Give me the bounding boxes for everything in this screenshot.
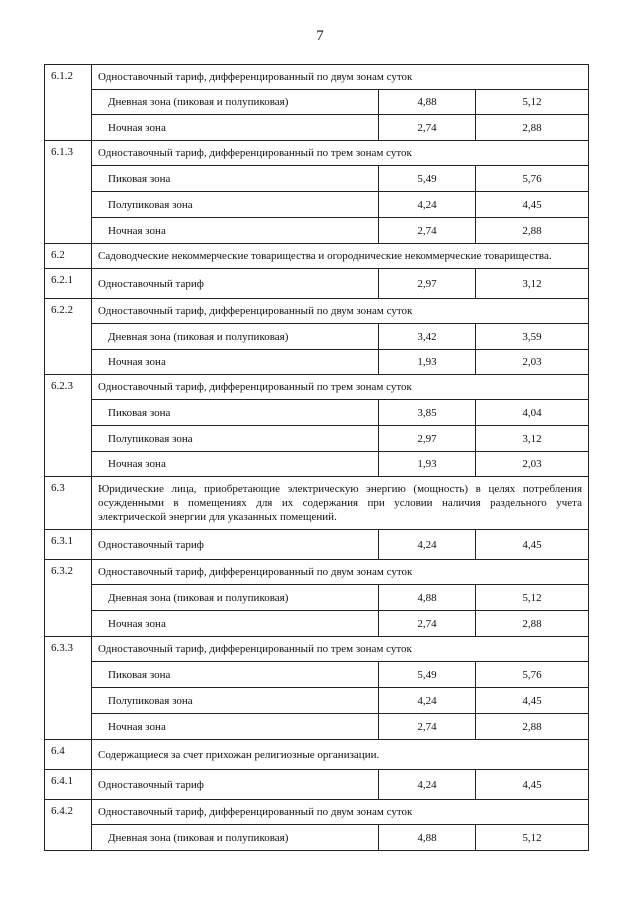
- row-heading: Одноставочный тариф, дифференцированный по двум зонам суток: [92, 65, 589, 90]
- row-code: 6.1.3: [45, 141, 92, 244]
- row-label: Ночная зона: [92, 611, 379, 637]
- value-1: 4,88: [379, 825, 476, 851]
- row-label: Полупиковая зона: [92, 192, 379, 218]
- row-heading: Одноставочный тариф, дифференцированный по трем зонам суток: [92, 375, 589, 400]
- row-label: Дневная зона (пиковая и полупиковая): [92, 585, 379, 611]
- row-label: Одноставочный тариф: [92, 269, 379, 299]
- value-2: 5,76: [476, 166, 589, 192]
- row-heading: Садоводческие некоммерческие товарищества и огороднические некоммерческие товарищества.: [92, 244, 589, 269]
- row-code: 6.2.1: [45, 269, 92, 299]
- value-2: 5,12: [476, 825, 589, 851]
- row-label: Полупиковая зона: [92, 426, 379, 452]
- table-row: [45, 714, 589, 740]
- table-row: [45, 115, 589, 141]
- value-1: 1,93: [379, 452, 476, 477]
- table-row: [45, 400, 589, 426]
- table-row: [45, 269, 589, 299]
- row-heading: Юридические лица, приобретающие электрическую энергию (мощность) в целях потребления осужденными в помещениях для их содержания при условии наличия раздельного учета электрической энергии для указанных помещений.: [92, 477, 589, 530]
- value-2: 2,03: [476, 350, 589, 375]
- table-row: [45, 218, 589, 244]
- row-label: Одноставочный тариф: [92, 770, 379, 800]
- value-2: 4,45: [476, 688, 589, 714]
- table-row: [45, 662, 589, 688]
- table-row: [45, 825, 589, 851]
- value-2: 3,59: [476, 324, 589, 350]
- value-1: 4,24: [379, 770, 476, 800]
- tariff-table: [44, 64, 589, 851]
- row-code: 6.3.3: [45, 637, 92, 740]
- table-row: [45, 770, 589, 800]
- row-heading: Содержащиеся за счет прихожан религиозные организации.: [92, 740, 589, 770]
- row-heading: Одноставочный тариф, дифференцированный по двум зонам суток: [92, 800, 589, 825]
- row-code: 6.4: [45, 740, 92, 770]
- value-1: 2,74: [379, 218, 476, 244]
- table-row: [45, 192, 589, 218]
- row-label: Пиковая зона: [92, 166, 379, 192]
- value-1: 4,88: [379, 585, 476, 611]
- value-2: 2,88: [476, 218, 589, 244]
- row-label: Ночная зона: [92, 218, 379, 244]
- row-code: 6.2: [45, 244, 92, 269]
- row-label: Ночная зона: [92, 350, 379, 375]
- value-1: 4,24: [379, 688, 476, 714]
- row-code: 6.2.2: [45, 299, 92, 375]
- row-label: Пиковая зона: [92, 400, 379, 426]
- value-1: 2,74: [379, 611, 476, 637]
- page-number: 7: [316, 28, 324, 44]
- row-heading: Одноставочный тариф, дифференцированный по двум зонам суток: [92, 299, 589, 324]
- table-row: [45, 452, 589, 477]
- table-row: [45, 530, 589, 560]
- table-row: [45, 800, 589, 825]
- value-2: 5,12: [476, 585, 589, 611]
- value-2: 4,45: [476, 770, 589, 800]
- table-row: [45, 299, 589, 324]
- table-row: [45, 324, 589, 350]
- value-2: 4,45: [476, 192, 589, 218]
- value-2: 2,88: [476, 115, 589, 141]
- table-row: [45, 426, 589, 452]
- table-row: [45, 560, 589, 585]
- value-2: 2,88: [476, 611, 589, 637]
- table-row: [45, 740, 589, 770]
- row-label: Пиковая зона: [92, 662, 379, 688]
- table-row: [45, 166, 589, 192]
- row-label: Дневная зона (пиковая и полупиковая): [92, 324, 379, 350]
- row-code: 6.3.1: [45, 530, 92, 560]
- table-row: [45, 65, 589, 90]
- row-code: 6.2.3: [45, 375, 92, 477]
- value-2: 2,03: [476, 452, 589, 477]
- row-code: 6.1.2: [45, 65, 92, 141]
- value-2: 3,12: [476, 426, 589, 452]
- value-1: 5,49: [379, 662, 476, 688]
- value-1: 4,24: [379, 530, 476, 560]
- table-row: [45, 637, 589, 662]
- row-label: Полупиковая зона: [92, 688, 379, 714]
- table-row: [45, 477, 589, 530]
- value-2: 5,76: [476, 662, 589, 688]
- row-label: Ночная зона: [92, 714, 379, 740]
- row-label: Дневная зона (пиковая и полупиковая): [92, 90, 379, 115]
- value-1: 4,88: [379, 90, 476, 115]
- value-1: 3,85: [379, 400, 476, 426]
- table-row: [45, 375, 589, 400]
- table-row: [45, 90, 589, 115]
- row-label: Одноставочный тариф: [92, 530, 379, 560]
- value-2: 2,88: [476, 714, 589, 740]
- value-1: 4,24: [379, 192, 476, 218]
- row-code: 6.4.1: [45, 770, 92, 800]
- value-1: 2,74: [379, 714, 476, 740]
- row-label: Ночная зона: [92, 452, 379, 477]
- value-1: 2,74: [379, 115, 476, 141]
- row-heading: Одноставочный тариф, дифференцированный по двум зонам суток: [92, 560, 589, 585]
- row-heading: Одноставочный тариф, дифференцированный по трем зонам суток: [92, 637, 589, 662]
- value-2: 4,04: [476, 400, 589, 426]
- row-code: 6.3.2: [45, 560, 92, 637]
- row-code: 6.4.2: [45, 800, 92, 851]
- value-1: 5,49: [379, 166, 476, 192]
- table-row: [45, 244, 589, 269]
- value-2: 3,12: [476, 269, 589, 299]
- value-1: 2,97: [379, 426, 476, 452]
- value-2: 5,12: [476, 90, 589, 115]
- row-label: Дневная зона (пиковая и полупиковая): [92, 825, 379, 851]
- row-heading: Одноставочный тариф, дифференцированный по трем зонам суток: [92, 141, 589, 166]
- value-2: 4,45: [476, 530, 589, 560]
- table-row: [45, 141, 589, 166]
- table-row: [45, 611, 589, 637]
- row-code: 6.3: [45, 477, 92, 530]
- table-row: [45, 585, 589, 611]
- table-row: [45, 350, 589, 375]
- value-1: 2,97: [379, 269, 476, 299]
- value-1: 3,42: [379, 324, 476, 350]
- table-row: [45, 688, 589, 714]
- value-1: 1,93: [379, 350, 476, 375]
- row-label: Ночная зона: [92, 115, 379, 141]
